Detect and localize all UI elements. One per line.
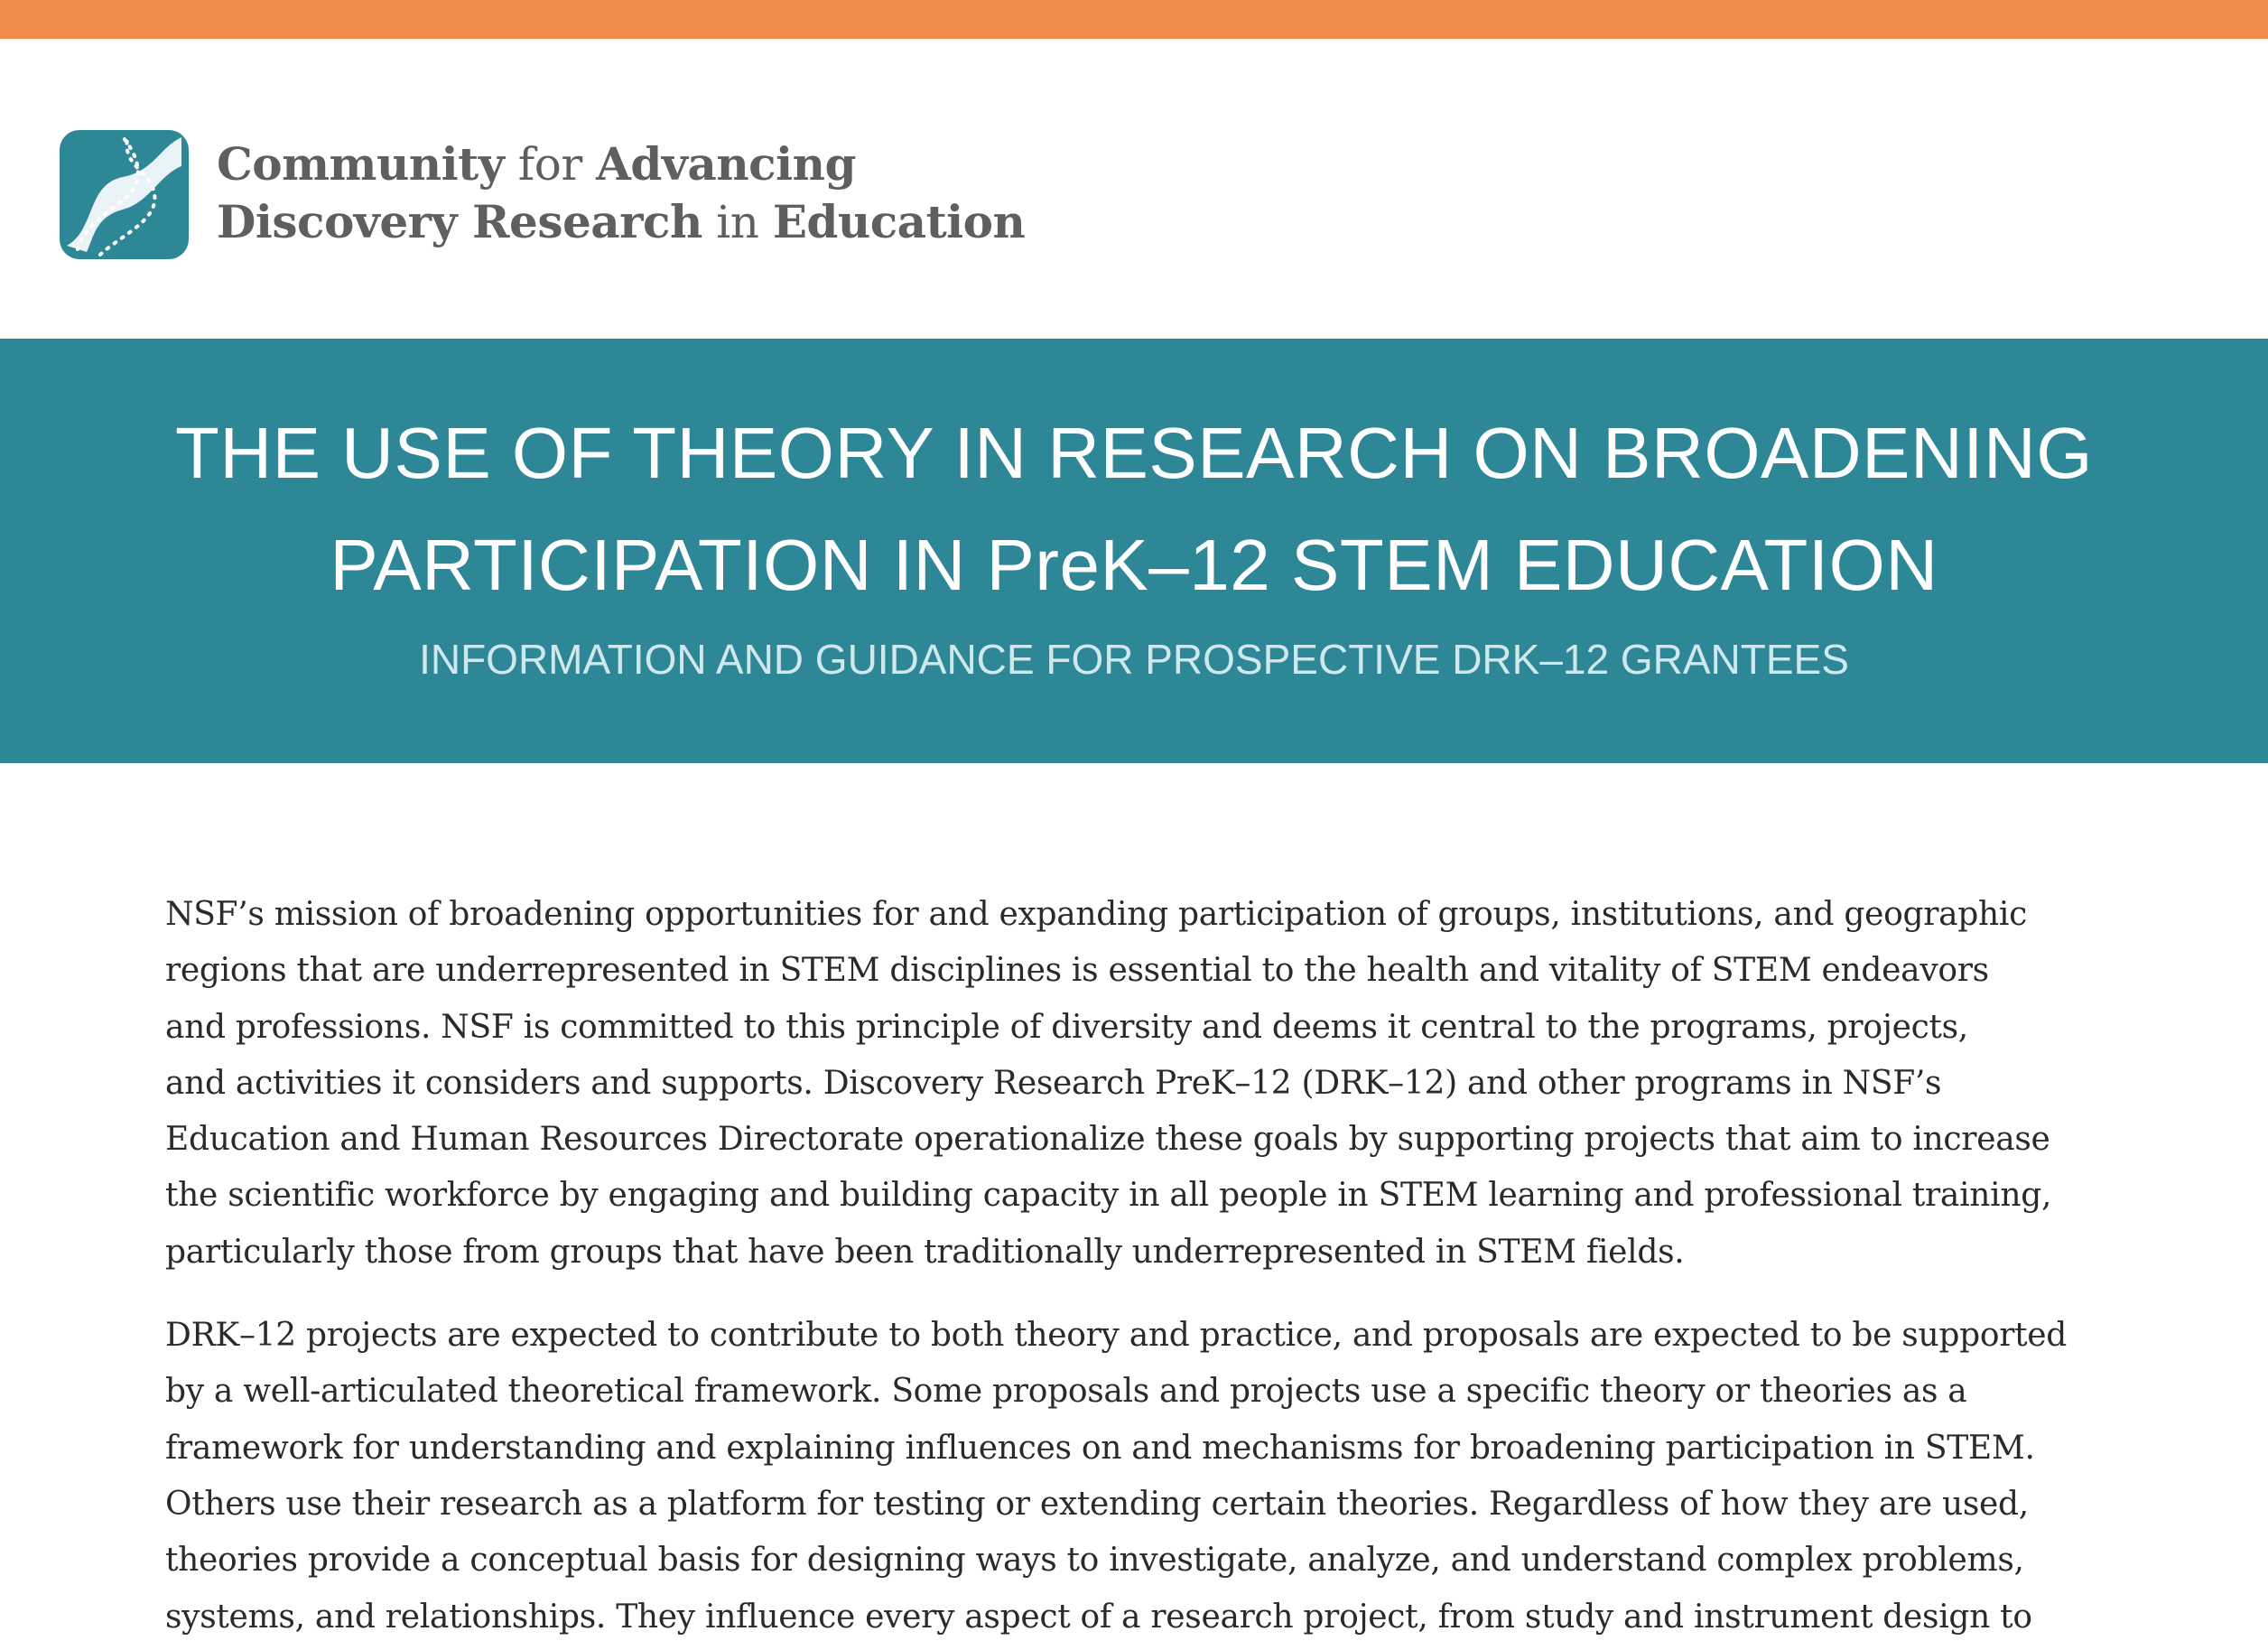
document-title-line1: THE USE OF THEORY IN RESEARCH ON BROADENING [174,413,2094,493]
text-line: by a well-articulated theoretical framework. Some proposals and projects use a specific theory or theories as a [165,1373,1967,1411]
document-subtitle: INFORMATION AND GUIDANCE FOR PROSPECTIVE DRK–12 GRANTEES [419,636,1849,683]
text-line: the scientific workforce by engaging and building capacity in all people in STEM learning and professional training, [165,1177,2052,1215]
document-title-line2: PARTICIPATION IN PreK–12 STEM EDUCATION [330,525,1938,605]
text-line: NSF’s mission of broadening opportunities for and expanding participation of groups, institutions, and geographic [165,896,2028,933]
top-accent-bar [0,0,2268,39]
paragraph-1 [165,887,2133,1281]
text-line: systems, and relationships. They influence every aspect of a research project, from study and instrument design to [165,1598,2032,1636]
text-line: particularly those from groups that have been traditionally underrepresented in STEM fields. [165,1233,1685,1271]
text-line: and professions. NSF is committed to this principle of diversity and deems it central to the programs, projects, [165,1008,1968,1046]
org-name-line1: Community for Advancing [217,137,856,191]
text-line: framework for understanding and explaining influences on and mechanisms for broadening participation in STEM. [165,1429,2035,1467]
cadre-logo-icon [60,130,189,259]
text-line: theories provide a conceptual basis for designing ways to investigate, analyze, and understand complex problems, [165,1542,2024,1580]
text-line: DRK–12 projects are expected to contribute to both theory and practice, and proposals are expected to be supported [165,1317,2068,1355]
org-name [217,135,1025,251]
paragraph-2 [165,1308,2133,1645]
text-line: and activities it considers and supports. Discovery Research PreK–12 (DRK–12) and other programs in NSF’s [165,1064,1942,1102]
text-line: Education and Human Resources Directorate operationalize these goals by supporting projects that aim to increase [165,1121,2050,1159]
document-title [0,397,2268,621]
org-name-line2: Discovery Research in Education [217,195,1026,248]
body-text [165,887,2133,1650]
text-line: regions that are underrepresented in STEM disciplines is essential to the health and vitality of STEM endeavors [165,952,1989,990]
text-line: Others use their research as a platform for testing or extending certain theories. Regardless of how they are used, [165,1485,2029,1523]
